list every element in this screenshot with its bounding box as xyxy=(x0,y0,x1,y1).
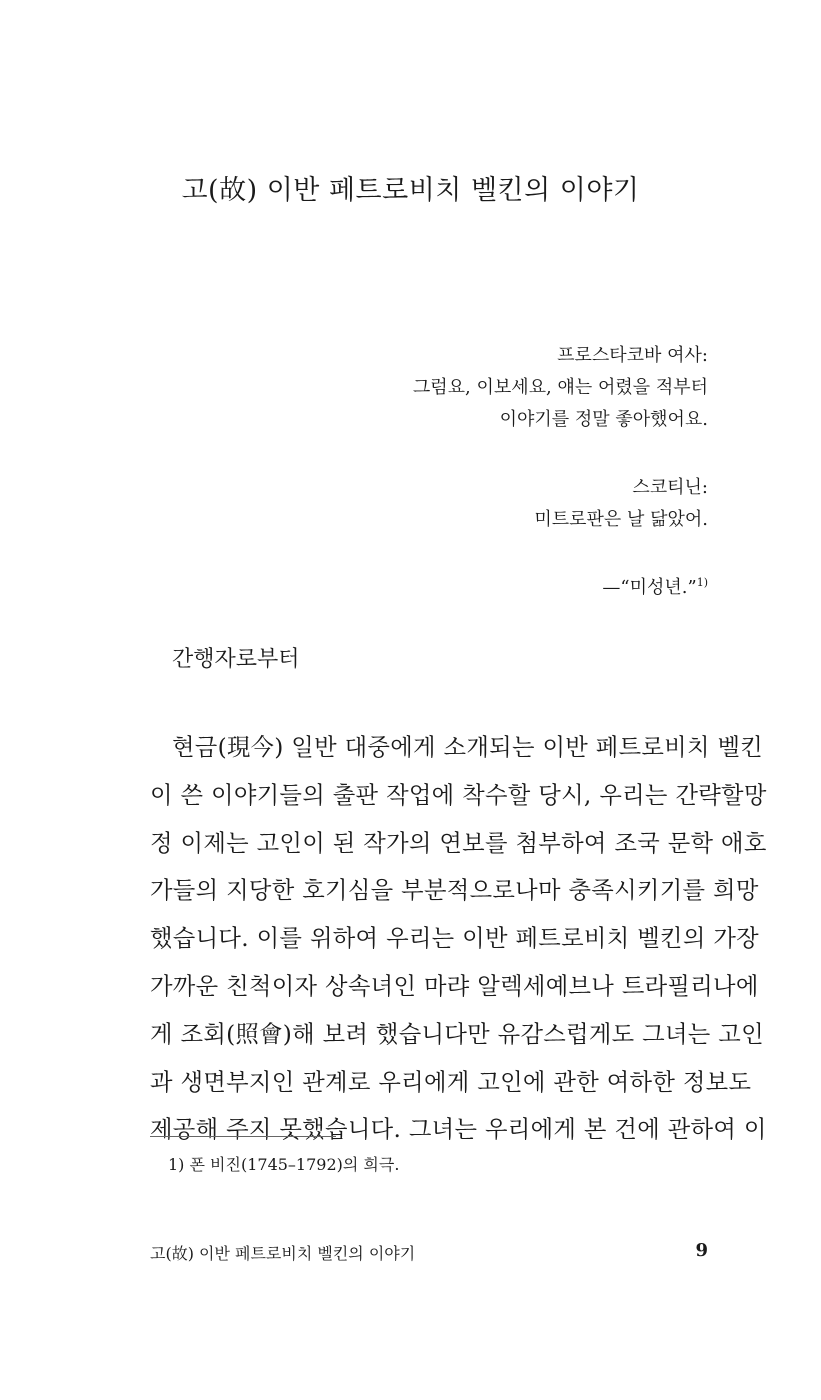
body-line: 가들의 지당한 호기심을 부분적으로나마 충족시키기를 희망 xyxy=(150,877,759,905)
footnote-reference[interactable]: 1) xyxy=(696,576,708,589)
epigraph-line: 이야기를 정말 좋아했어요. xyxy=(499,409,708,430)
epigraph-speaker: 프로스타코바 여사: xyxy=(557,345,708,366)
section-heading: 간행자로부터 xyxy=(172,647,300,672)
epigraph-source xyxy=(413,572,708,604)
body-line: 했습니다. 이를 위하여 우리는 이반 페트로비치 벨킨의 가장 xyxy=(150,925,759,953)
epigraph-speaker: 스코티닌: xyxy=(632,477,708,498)
footnote-divider xyxy=(150,1136,336,1137)
body-line: 게 조회(照會)해 보려 했습니다만 유감스럽게도 그녀는 고인 xyxy=(150,1020,764,1048)
running-footer: 고(故) 이반 페트로비치 벨킨의 이야기 xyxy=(150,1244,416,1263)
body-line: 정 이제는 고인이 된 작가의 연보를 첨부하여 조국 문학 애호 xyxy=(150,829,767,857)
body-line: 제공해 주지 못했습니다. 그녀는 우리에게 본 건에 관하여 이 xyxy=(150,1116,767,1144)
body-line: 가까운 친척이자 상속녀인 마랴 알렉세예브나 트라필리나에 xyxy=(150,972,759,1000)
epigraph-line: 그럼요, 이보세요, 얘는 어렸을 적부터 xyxy=(412,377,708,398)
body-line: 이 쓴 이야기들의 출판 작업에 착수할 당시, 우리는 간략할망 xyxy=(150,781,767,809)
body-line: 현금(現今) 일반 대중에게 소개되는 이반 페트로비치 벨킨 xyxy=(172,734,764,761)
body-line: 과 생면부지인 관계로 우리에게 고인에 관한 여하한 정보도 xyxy=(150,1068,752,1096)
chapter-title: 고(故) 이반 페트로비치 벨킨의 이야기 xyxy=(181,175,640,206)
page-number: 9 xyxy=(695,1240,708,1261)
body-paragraph xyxy=(150,724,767,1154)
footnote: 1) 폰 비진(1745–1792)의 희극. xyxy=(168,1155,400,1174)
epigraph xyxy=(413,340,708,604)
epigraph-line: 미트로판은 날 닮았어. xyxy=(534,509,708,530)
epigraph-source-text: —“미성년.” xyxy=(602,577,697,598)
